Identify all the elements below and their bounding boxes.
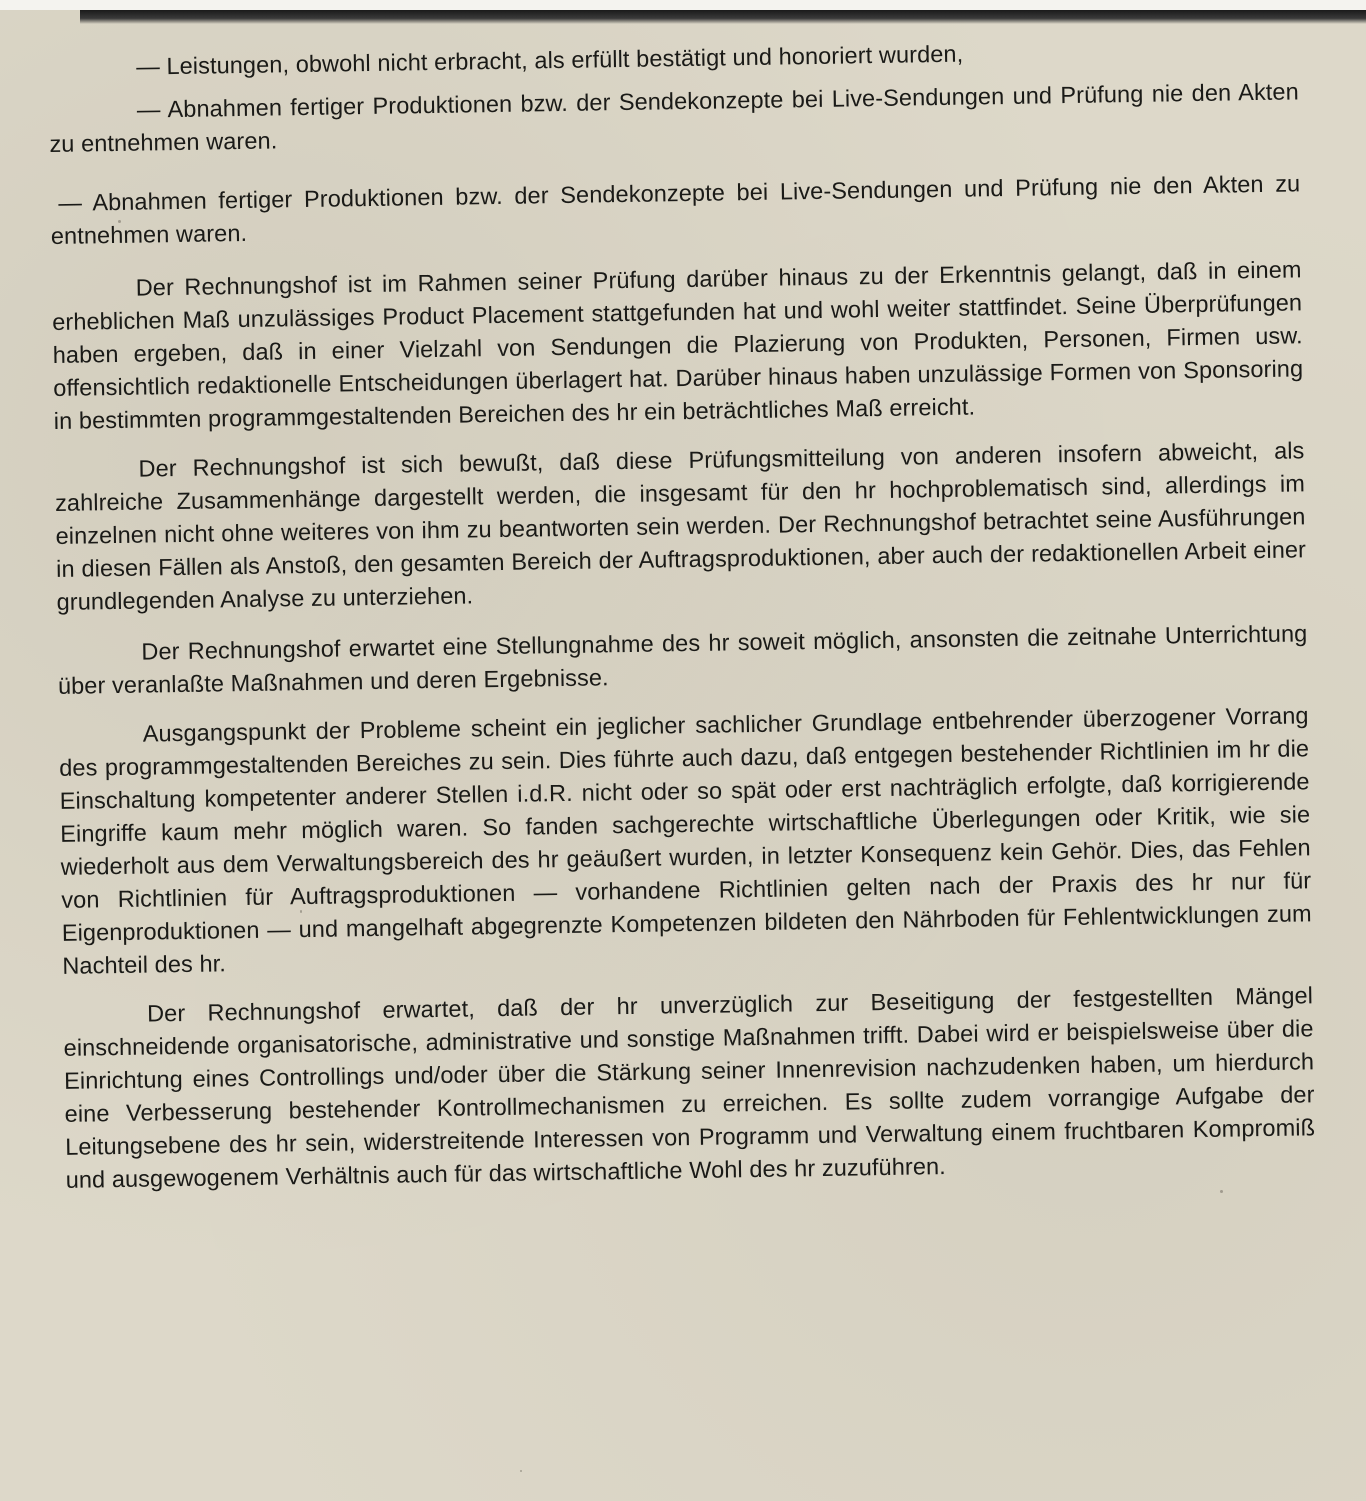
dash-item-leistungen: — Leistungen, obwohl nicht erbracht, als erfüllt bestätigt und honoriert wurden,: [136, 40, 964, 80]
paragraph-product-placement: Der Rechnungshof ist im Rahmen seiner Prüfung darüber hinaus zu der Erkenntnis gelangt, daß in einem erheblichen Maß unzulässiges Product Placement stattgefunden hat und wohl weiter stattfindet. Seine Überprüfungen haben ergeben, daß in einer Vielzahl von Sendungen die Plazierung von Produkten, Personen, Firmen usw. offensichtlich redaktionelle Entscheidungen überlagert hat. Darüber hinaus haben unzulässige Formen von Sponsoring in bestimmten programmgestaltenden Bereichen des hr ein beträchtliches Maß erreicht.: [52, 256, 1304, 434]
paragraph-ausgangspunkt: Ausgangspunkt der Probleme scheint ein jeglicher sachlicher Grundlage entbehrender überzogener Vorrang des programmgestaltenden Bereiches zu sein. Dies führte auch dazu, daß entgegen bestehender Richtlinien im hr die Einschaltung kompetenter anderer Stellen i.d.R. nicht oder so spät oder erst nachträglich erfolgte, daß korrigierende Eingriffe kaum mehr möglich waren. So fanden sachgerechte wirtschaftliche Überlegungen oder Kritik, wie sie wiederholt aus dem Verwaltungsbereich des hr geäußert wurden, in letzter Konsequenz kein Gehör. Dies, das Fehlen von Richtlinien für Auftragsproduktionen — vorhandene Richtlinien gelten nach der Praxis des hr nur für Eigenproduktionen — und mangelhaft abgegrenzte Kompetenzen bildeten den Nährboden für Fehlentwicklungen zum Nachteil des hr.: [59, 702, 1312, 979]
newspaper-clipping: [0, 10, 1366, 1501]
paragraph-beseitigung-maengel: Der Rechnungshof erwartet, daß der hr unverzüglich zur Beseitigung der festgestellten Mängel einschneidende organisatorische, administrative und sonstige Maßnahmen trifft. Dabei wird er beispielsweise über die Einrichtung eines Controllings und/oder über die Stärkung seiner Innenrevision nachzudenken haben, um hierdurch eine Verbesserung bestehender Kontrollmechanismen zu erreichen. Es sollte zudem vorrangige Aufgabe der Leitungsebene des hr sein, widerstreitende Interessen von Programm und Verwaltung einem fruchtbaren Kompromiß und ausgewogenem Verhältnis auch für das wirtschaftliche Wohl des hr zuzuführen.: [63, 982, 1316, 1193]
dash-item-abnahmen-repeat: — Abnahmen fertiger Produktionen bzw. der Sendekonzepte bei Live-Sendungen und Prüfung nie den Akten zu entnehmen waren.: [50, 170, 1301, 249]
paragraph-stellungnahme: Der Rechnungshof erwartet eine Stellungnahme des hr soweit möglich, ansonsten die zeitnahe Unterrichtung über veranlaßte Maßnahmen und deren Ergebnisse.: [57, 620, 1308, 699]
paper-speck: [520, 1470, 522, 1472]
clipping-top-edge: [80, 10, 1366, 24]
paragraph-pruefungsmitteilung: Der Rechnungshof ist sich bewußt, daß diese Prüfungsmitteilung von anderen insofern abweicht, als zahlreiche Zusammenhänge dargestellt werden, die insgesamt für den hr hochproblematisch sind, allerdings im einzelnen nicht ohne weiteres von ihm zu beantworten sein werden. Der Rechnungshof betrachtet seine Ausführungen in diesen Fällen als Anstoß, den gesamten Bereich der Auftragsproduktionen, aber auch der redaktionellen Arbeit einer grundlegenden Analyse zu unterziehen.: [54, 437, 1307, 615]
dash-item-abnahmen: — Abnahmen fertiger Produktionen bzw. der Sendekonzepte bei Live-Sendungen und Prüfung nie den Akten zu entnehmen waren.: [49, 78, 1299, 157]
article-text: [48, 32, 1316, 1212]
